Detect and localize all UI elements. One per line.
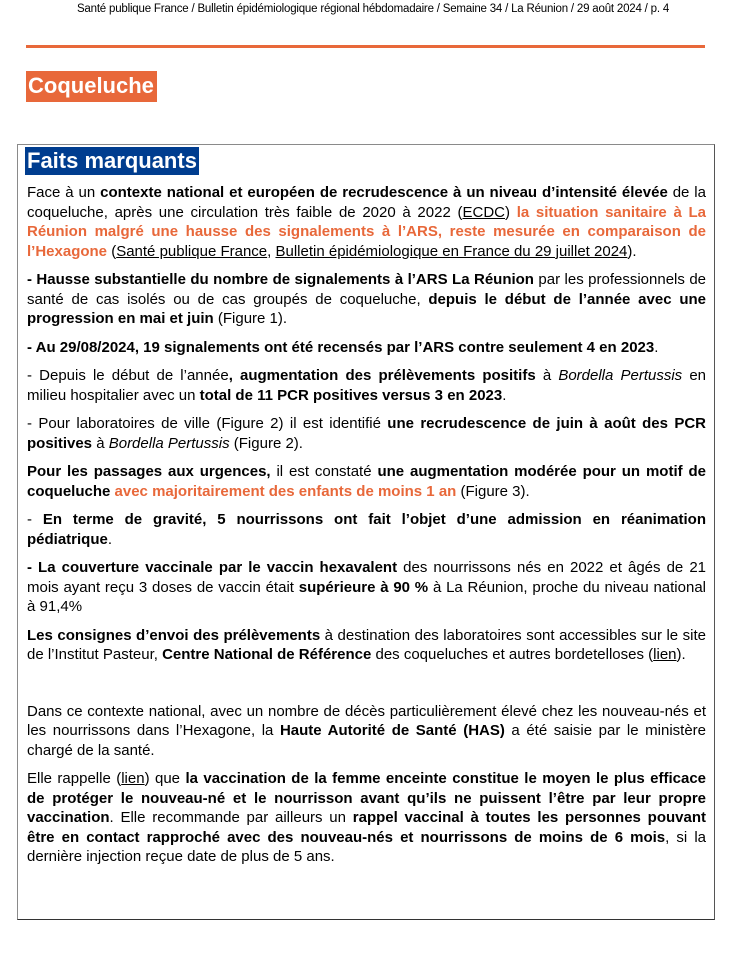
bold-text: une recrudescence de juin à août des PCR positives	[27, 415, 706, 452]
text: - Depuis le début de l’année	[27, 367, 229, 384]
text: à destination des laboratoires sont accessibles sur le site de l’Institut Pasteur,	[27, 626, 706, 663]
bold-text: total de 11 PCR positives versus 3 en 2023	[199, 386, 503, 404]
text: (	[107, 242, 117, 260]
bold-text: Haute Autorité de Santé (HAS)	[279, 722, 505, 739]
paragraph-context	[27, 183, 706, 261]
bulletin-link[interactable]: Bulletin épidémiologique en France du 29 juillet 2024	[275, 242, 628, 260]
paragraph-has	[27, 702, 706, 761]
text: .	[107, 530, 113, 548]
paragraph-count	[27, 338, 706, 358]
text: a été saisie par le ministère chargé de la santé.	[27, 722, 706, 759]
paragraph-city-labs	[27, 414, 706, 453]
highlight-text: la situation sanitaire à La Réunion malgré une hausse des signalements à l’ARS, reste mesurée en comparaison de l’Hexagone	[27, 203, 706, 260]
bold-text: rappel vaccinal à toutes les personnes pouvant être en contact rapproché avec des nouveau-nés et nourrissons de moins de 6 mois	[27, 809, 706, 846]
text: . Elle recommande par ailleurs un	[109, 809, 353, 826]
text: (Figure 3).	[456, 482, 530, 500]
text: en milieu hospitalier avec un	[27, 367, 707, 404]
text: à La Réunion, proche du niveau national à 91,4%	[27, 578, 706, 615]
text: des coqueluches et autres bordetelloses (	[371, 646, 654, 663]
text: (Figure 2).	[229, 434, 303, 452]
bold-text: - La couverture vaccinale par le vaccin hexavalent	[27, 559, 398, 576]
paragraph-recommendation	[27, 769, 706, 867]
text: )	[505, 203, 517, 221]
spacer	[27, 674, 706, 702]
spf-link[interactable]: Santé publique France	[116, 242, 268, 260]
key-facts-box	[17, 144, 715, 920]
bold-text: supérieure à 90 %	[298, 578, 429, 596]
italic-text: Bordella Pertussis	[108, 434, 230, 452]
text: à	[92, 434, 109, 452]
bold-text: - Au 29/08/2024, 19 signalements ont été recensés par l’ARS contre seulement 4 en 2023	[27, 338, 655, 356]
bold-text: Les consignes d’envoi des prélèvements	[27, 626, 321, 644]
bold-text: En terme de gravité, 5 nourrissons ont fait l’objet d’une admission en réanimation pédiatrique	[27, 511, 706, 548]
text: -	[27, 511, 43, 528]
bold-text: depuis le début de l’année avec une progression en mai et juin	[27, 290, 706, 327]
section-title: Coqueluche	[26, 71, 157, 102]
bold-text: la vaccination de la femme enceinte constitue le moyen le plus efficace de protéger le nouveau-né et le nourrisson avant qu’ils ne puissent l’être par leur propre vaccination	[27, 770, 707, 826]
text: par les professionnels de santé de cas isolés ou de cas groupés de coqueluche,	[27, 271, 706, 308]
bold-text: Pour les passages aux urgences,	[27, 463, 271, 480]
paragraph-severity	[27, 510, 706, 549]
page-header: Santé publique France / Bulletin épidémiologique régional hébdomadaire / Semaine 34 / La Réunion / 29 août 2024 / p. 4	[76, 3, 670, 15]
text: Elle rappelle (	[27, 770, 122, 787]
key-facts-title: Faits marquants	[27, 148, 197, 173]
cnr-link[interactable]: lien	[653, 646, 677, 663]
bold-text: Centre National de Référence	[162, 646, 372, 663]
bold-text: , augmentation des prélèvements positifs	[228, 367, 536, 384]
paragraph-vaccine-coverage	[27, 558, 706, 617]
header-divider	[26, 45, 705, 48]
paragraph-emergency	[27, 462, 706, 501]
text: à	[535, 367, 559, 384]
bold-text: une augmentation modérée pour un motif de coqueluche	[27, 463, 706, 500]
text: , si la dernière injection reçue date de plus de 5 ans.	[27, 828, 706, 865]
text: (Figure 1).	[213, 310, 288, 327]
text: il est constaté	[270, 463, 378, 480]
text: ).	[676, 646, 686, 663]
ecdc-link[interactable]: ECDC	[462, 203, 505, 221]
text: de la coqueluche, après une circulation très faible de 2020 à 2022 (	[27, 184, 706, 221]
text: ).	[627, 242, 637, 260]
has-link[interactable]: lien	[121, 770, 145, 787]
paragraph-sampling-instructions	[27, 626, 706, 665]
text: des nourrissons nés en 2022 et âgés de 21 mois ayant reçu 3 doses de vaccin était	[27, 559, 706, 596]
text: ) que	[144, 770, 186, 787]
paragraph-signalements	[27, 270, 706, 329]
bold-text: contexte national et européen de recrudescence à un niveau d’intensité élevée	[100, 184, 668, 201]
text: .	[502, 386, 507, 404]
highlight-text: avec majoritairement des enfants de moins 1 an	[114, 482, 457, 500]
key-facts-content	[27, 183, 706, 876]
text: ,	[267, 242, 276, 260]
text: Face à un	[27, 184, 101, 201]
text: - Pour laboratoires de ville (Figure 2) il est identifié	[27, 415, 388, 432]
paragraph-hospital-pcr	[27, 366, 706, 405]
bold-text: - Hausse substantielle du nombre de signalements à l’ARS La Réunion	[27, 271, 534, 288]
text: .	[654, 338, 659, 356]
italic-text: Bordella Pertussis	[558, 367, 683, 384]
text: Dans ce contexte national, avec un nombre de décès particulièrement élevé chez les nouveau-nés et les nourrissons dans l’Hexagone, la	[27, 702, 706, 739]
